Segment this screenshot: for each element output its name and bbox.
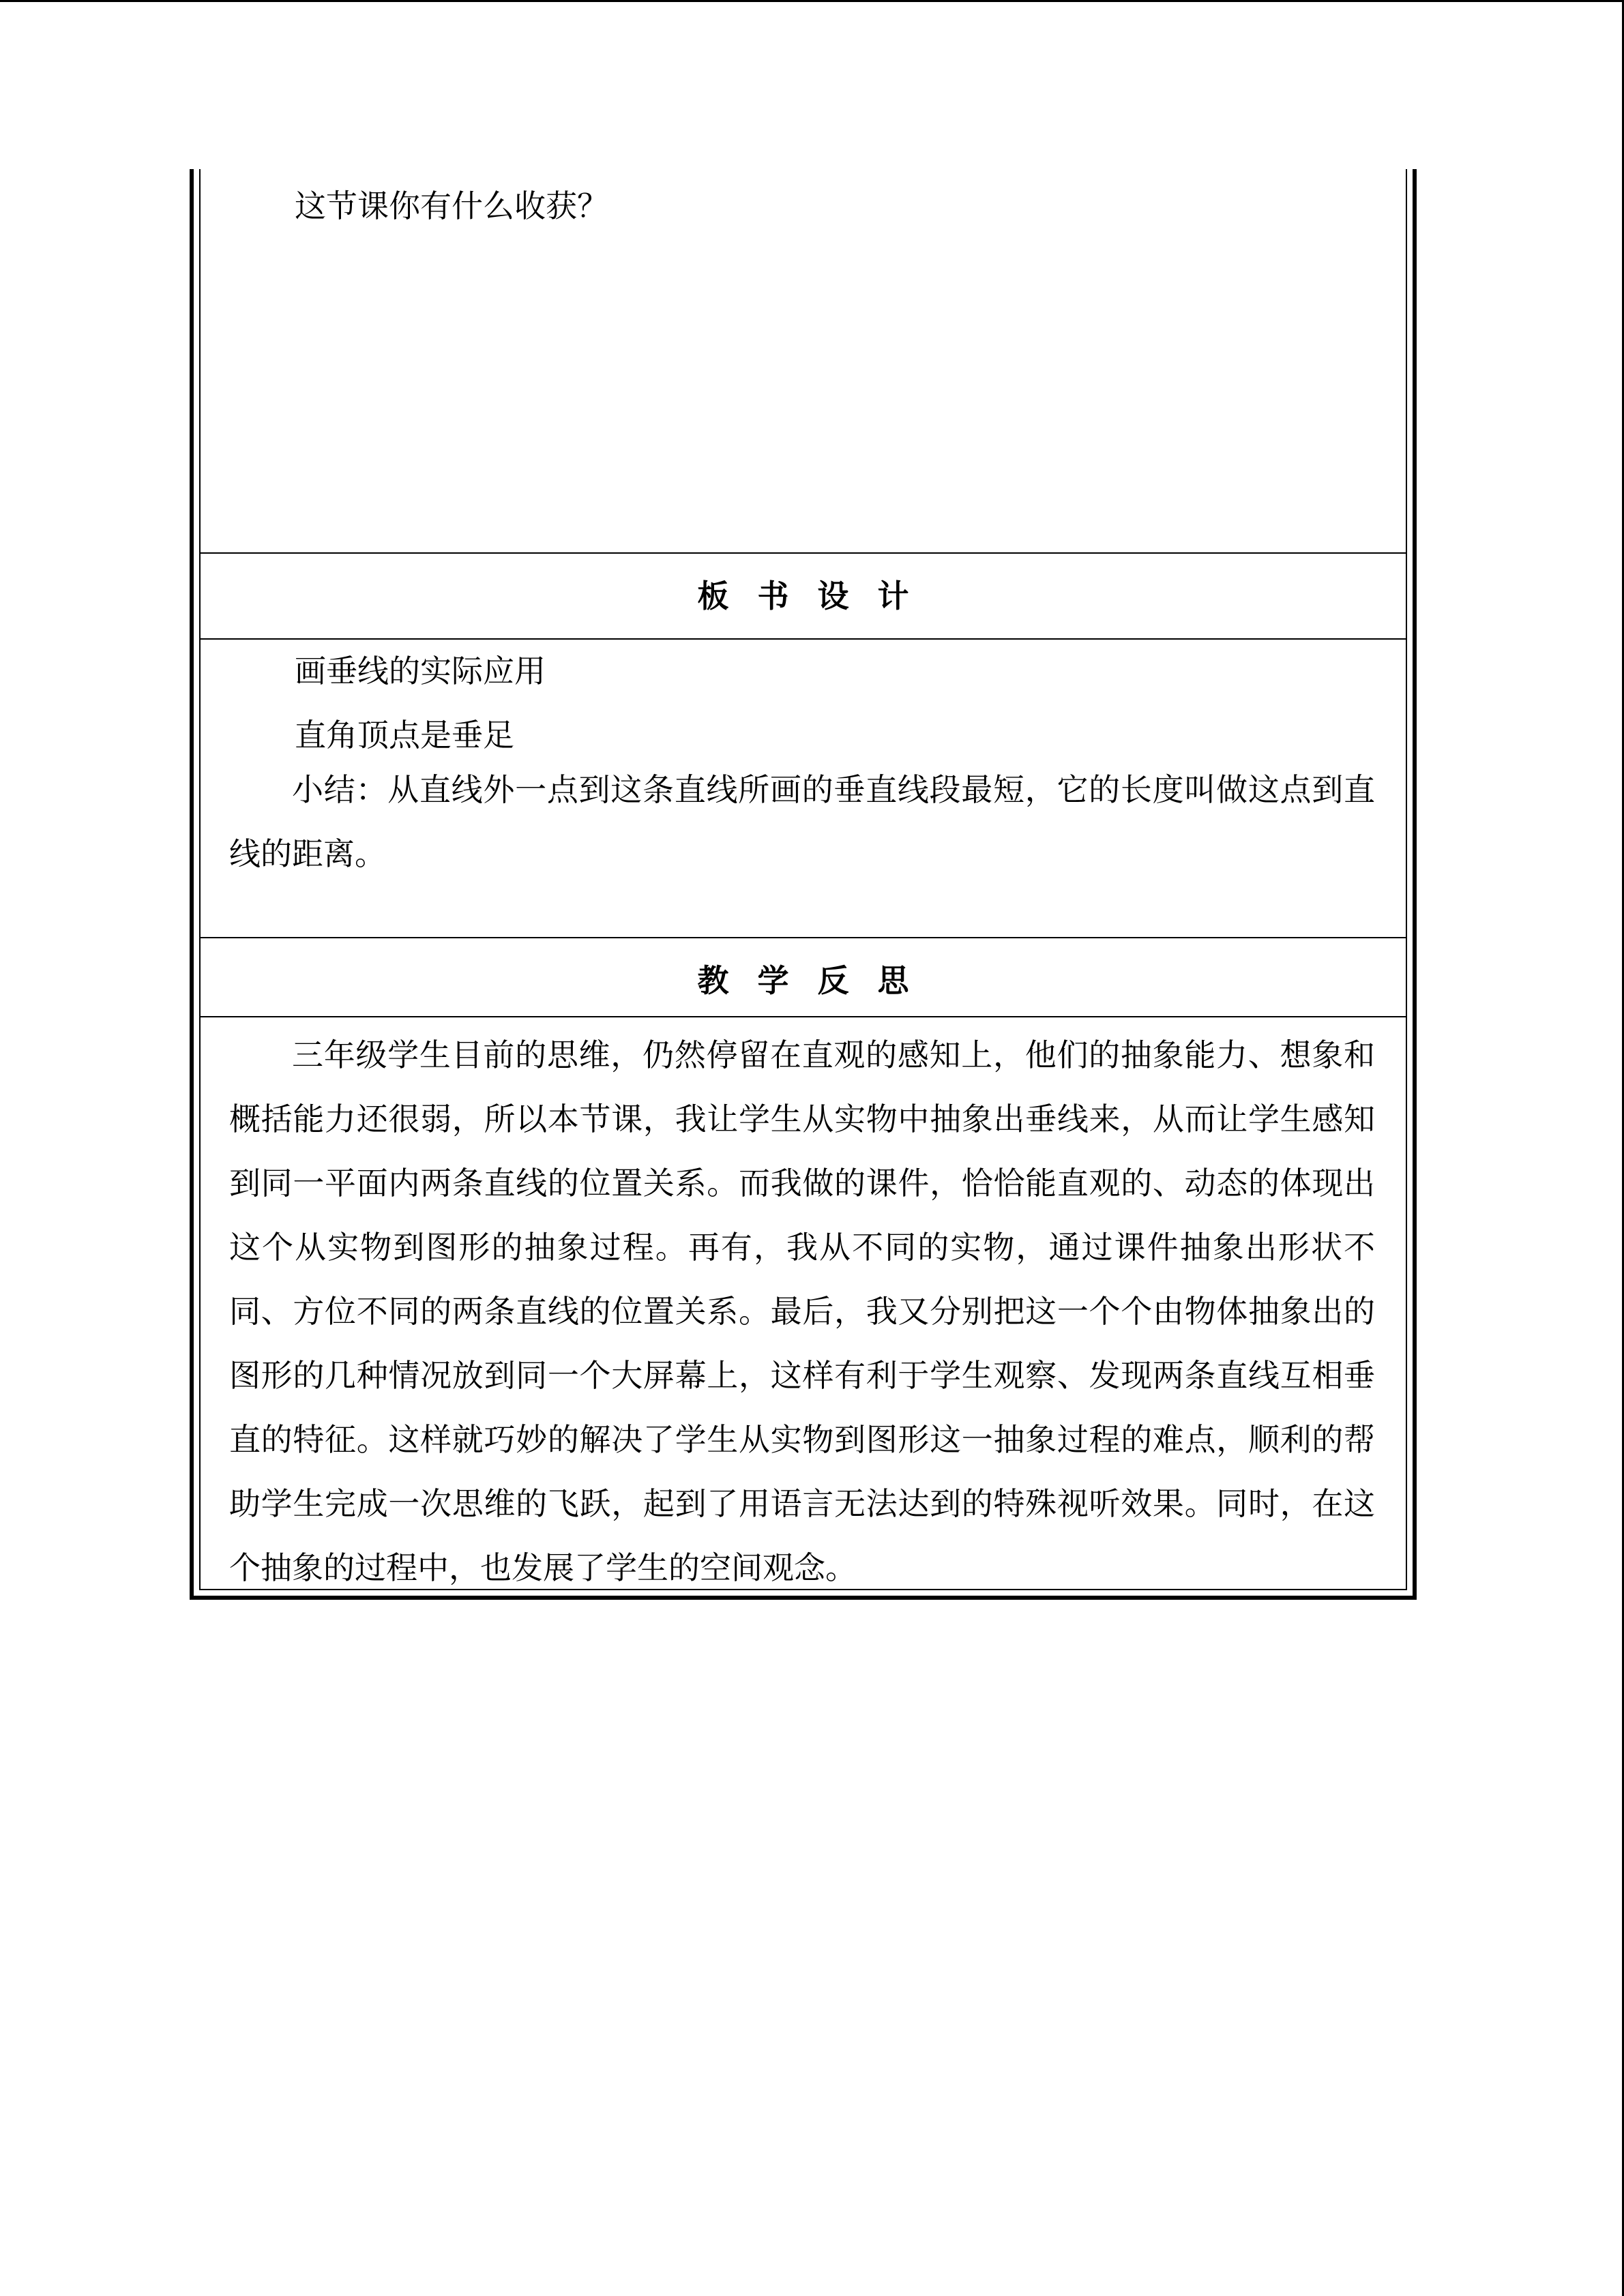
- board-design-line-1: 画垂线的实际应用: [295, 653, 546, 689]
- lesson-table: [190, 169, 1417, 1600]
- reflection-body: 三年级学生目前的思维，仍然停留在直观的感知上，他们的抽象能力、想象和概括能力还很弱，所以本节课，我让学生从实物中抽象出垂线来，从而让学生感知到同一平面内两条直线的位置关系。而我做的课件，恰恰能直观的、动态的体现出这个从实物到图形的抽象过程。再有，我从不同的实物，通过课件抽象出形状不同、方位不同的两条直线的位置关系。最后，我又分别把这一个个由物体抽象出的图形的几种情况放到同一个大屏幕上，这样有利于学生观察、发现两条直线互相垂直的特征。这样就巧妙的解决了学生从实物到图形这一抽象过程的难点，顺利的帮助学生完成一次思维的飞跃，起到了用语言无法达到的特殊视听效果。同时，在这个抽象的过程中，也发展了学生的空间观念。: [229, 1037, 1375, 1586]
- divider: [201, 638, 1406, 640]
- board-design-title: 板书设计: [697, 578, 938, 614]
- prompt-text: 这节课你有什么收获？: [295, 188, 608, 224]
- divider: [201, 937, 1406, 938]
- page-border-top: [0, 0, 1624, 2]
- reflection-title: 教学反思: [697, 962, 938, 999]
- lesson-table-inner: [199, 169, 1407, 1590]
- divider: [201, 1016, 1406, 1017]
- divider: [201, 552, 1406, 554]
- board-design-summary: 小结：从直线外一点到这条直线所画的垂直线段最短，它的长度叫做这点到直线的距离。: [229, 771, 1375, 872]
- board-design-line-2: 直角顶点是垂足: [295, 717, 514, 754]
